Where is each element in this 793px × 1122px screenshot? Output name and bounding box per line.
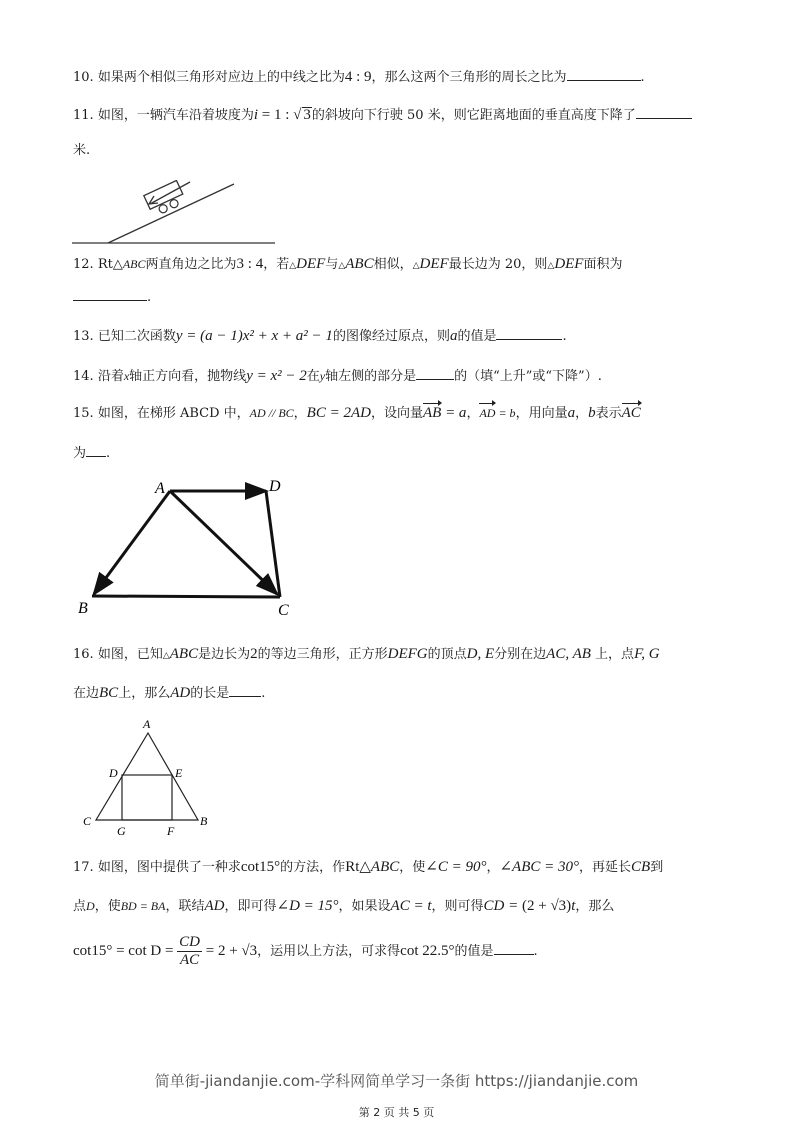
label-a: A xyxy=(155,480,165,497)
vector-ab-line xyxy=(94,491,170,594)
question-number: 16. xyxy=(73,647,94,662)
square-defg xyxy=(122,775,172,820)
question-11: 11. 如图，一辆汽车沿着坡度为i = 1 : √ 3的斜坡向下行驶 50 米，则它距离地面的垂直高度下降了 xyxy=(73,104,692,125)
label-c: C xyxy=(278,602,289,619)
question-15: 15. 如图，在梯形 ABCD 中，AD // BC，BC = 2AD，设向量AB = a，AD = b，用向量a，b表示AC xyxy=(73,405,641,421)
question-number: 14. xyxy=(73,369,94,384)
car-icon xyxy=(144,180,187,217)
answer-blank[interactable] xyxy=(86,442,106,457)
vector-ac-line xyxy=(170,491,277,594)
question-16: 16. 如图，已知△ABC是边长为2的等边三角形，正方形DEFG的顶点D, E分别在边AC, AB 上，点F, G xyxy=(73,646,660,662)
label-e: E xyxy=(175,766,183,780)
answer-blank[interactable] xyxy=(416,365,454,380)
answer-blank[interactable] xyxy=(73,286,147,301)
question-number: 15. xyxy=(73,406,94,421)
question-number: 10. xyxy=(73,70,94,85)
answer-blank[interactable] xyxy=(229,682,261,697)
question-17-line2: 点D，使BD = BA，联结AD，即可得∠D = 15°，如果设AC = t，则可得CD = (2 + √3)t，那么 xyxy=(73,898,615,914)
question-14: 14. 沿着x轴正方向看，抛物线y = x² − 2在y轴左侧的部分是 的（填“上升”或“下降”）. xyxy=(73,365,602,386)
answer-blank[interactable] xyxy=(496,325,562,340)
label-a: A xyxy=(143,717,151,731)
question-10: 10. 如果两个相似三角形对应边上的中线之比为4 : 9，那么这两个三角形的周长之比为 . xyxy=(73,66,645,87)
label-d: D xyxy=(109,766,118,780)
question-12-line2: . xyxy=(73,286,151,307)
figure-trapezoid xyxy=(70,475,310,620)
question-number: 12. xyxy=(73,257,94,272)
question-15-line2: 为 . xyxy=(73,442,110,463)
ratio: 4 : 9 xyxy=(344,69,372,85)
label-g: G xyxy=(117,824,126,838)
vector-ab: AB xyxy=(422,405,442,421)
answer-blank[interactable] xyxy=(567,66,641,81)
answer-blank[interactable] xyxy=(636,104,692,119)
figure-triangle-square xyxy=(78,715,218,840)
fraction-cd-ac: $\frac{CD}{AC}$ xyxy=(179,934,200,968)
page-number: 第 2 页 共 5 页 xyxy=(358,1106,435,1119)
vector-ad: AD xyxy=(479,406,496,420)
label-c: C xyxy=(83,814,92,828)
question-13: 13. 已知二次函数y = (a − 1)x² + x + a² − 1的图像经过原点，则a的值是 . xyxy=(73,325,567,346)
watermark-text: 简单街-jiandanjie.com-学科网简单学习一条街 https://jiandanjie.com xyxy=(154,1072,639,1090)
vector-ac: AC xyxy=(621,405,641,421)
answer-blank[interactable] xyxy=(494,940,534,955)
question-number: 13. xyxy=(73,329,94,344)
question-number: 17. xyxy=(73,860,94,875)
side-dc xyxy=(266,491,280,597)
question-17: 17. 如图，图中提供了一种求cot15°的方法，作Rt△ABC，使∠C = 90°，∠ABC = 30°，再延长CB到 xyxy=(73,859,664,875)
question-12: 12. Rt△ABC两直角边之比为3 : 4，若△DEF与△ABC相似，△DEF最长边为 20，则△DEF面积为 xyxy=(73,256,623,272)
label-d: D xyxy=(269,478,281,495)
side-bc xyxy=(92,596,280,597)
label-b: B xyxy=(200,814,208,828)
question-16-line2: 在边BC上，那么AD的长是 . xyxy=(73,682,265,703)
question-number: 11. xyxy=(73,108,94,123)
question-11-unit: 米. xyxy=(73,143,91,158)
label-b: B xyxy=(78,600,88,617)
figure-slope-car xyxy=(70,180,280,250)
label-f: F xyxy=(167,824,175,838)
question-17-line3: cot15° = cot D = $\frac{CD}{AC}$ = 2 + √3，运用以上方法，可求得cot 22.5°的值是 . xyxy=(73,934,538,968)
